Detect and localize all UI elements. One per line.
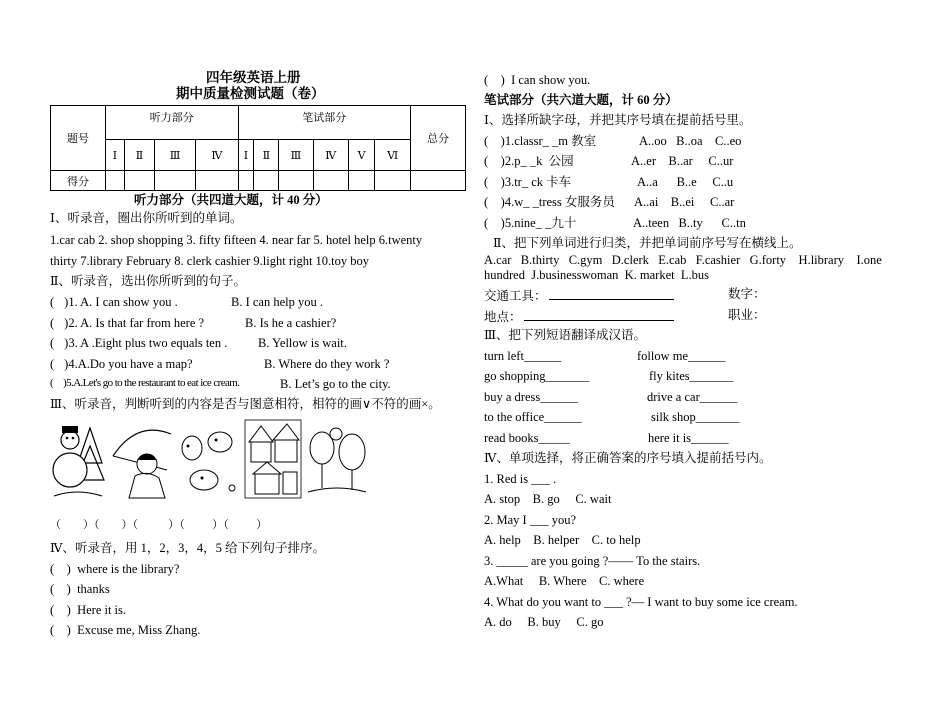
w4-question: 1. Red is ___ . bbox=[484, 472, 557, 486]
w3-phrase: silk shop_______ bbox=[651, 410, 740, 424]
score-cell bbox=[154, 171, 195, 191]
w2-title: Ⅱ、把下列单词进行归类，并把单词前序号写在横线上。 bbox=[493, 236, 802, 250]
w4-question: 3. _____ are you going ?—— To the stairs. bbox=[484, 554, 701, 568]
total-label: 总分 bbox=[411, 106, 466, 171]
s2-item: ( )1. A. I can show you . bbox=[50, 295, 178, 309]
w4-options: A. stop B. go C. wait bbox=[484, 492, 612, 506]
s2-option-b: B. I can help you . bbox=[231, 295, 323, 309]
written-col: Ⅲ bbox=[279, 140, 313, 171]
s2-option-b: B. Yellow is wait. bbox=[258, 336, 347, 350]
animals-picture bbox=[176, 418, 240, 500]
w1-item: ( )1.classr_ _m 教室 bbox=[484, 134, 597, 148]
w1-item: ( )3.tr_ ck 卡车 bbox=[484, 175, 572, 189]
written-heading: 笔试部分（共六道大题，计 60 分） bbox=[484, 93, 678, 107]
listening-col: Ⅱ bbox=[124, 140, 154, 171]
score-cell bbox=[411, 171, 466, 191]
w1-options: A..er B..ar C..ur bbox=[631, 154, 734, 168]
s4-item: ( ) thanks bbox=[50, 582, 110, 596]
girl-umbrella-picture bbox=[107, 418, 174, 500]
written-col: Ⅴ bbox=[348, 140, 374, 171]
w1-options: A..a B..e C..u bbox=[637, 175, 734, 189]
written-col: Ⅵ bbox=[375, 140, 411, 171]
w2-cat-places: 地点： bbox=[484, 309, 674, 324]
s4-item: ( ) Excuse me, Miss Zhang. bbox=[50, 623, 201, 637]
listening-col: Ⅰ bbox=[106, 140, 125, 171]
score-cell bbox=[279, 171, 313, 191]
trees-picture bbox=[306, 418, 368, 500]
s2-option-b: B. Where do they work ? bbox=[264, 357, 390, 371]
written-col: Ⅰ bbox=[238, 140, 254, 171]
w1-item: ( )5.nine_ _九十 bbox=[484, 216, 577, 230]
score-cell bbox=[196, 171, 239, 191]
w4-options: A. help B. helper C. to help bbox=[484, 533, 641, 547]
w4-options: A. do B. buy C. go bbox=[484, 615, 604, 629]
w3-phrase: turn left______ bbox=[484, 349, 562, 363]
s3-answer-brackets: （ ）（ ）（ ）（ ）（ ） bbox=[50, 519, 268, 531]
w3-phrase: to the office______ bbox=[484, 410, 582, 424]
listening-header: 听力部分 bbox=[106, 106, 239, 140]
s1-line1: 1.car cab 2. shop shopping 3. fifty fifteen 4. near far 5. hotel help 6.twenty bbox=[50, 233, 423, 247]
w2-line1: A.car B.thirty C.gym D.clerk E.cab F.cashier G.forty H.library I.one bbox=[484, 253, 882, 267]
s4-item: ( ) where is the library? bbox=[50, 562, 180, 576]
score-cell bbox=[124, 171, 154, 191]
w4-title: Ⅳ、单项选择，将正确答案的序号填入提前括号内。 bbox=[484, 451, 772, 465]
listening-col: Ⅳ bbox=[196, 140, 239, 171]
w1-item: ( )4.w_ _tress 女服务员 bbox=[484, 195, 615, 209]
score-cell bbox=[313, 171, 348, 191]
houses-picture bbox=[243, 418, 303, 500]
w4-question: 4. What do you want to ___ ?— I want to buy some ice cream. bbox=[484, 595, 798, 609]
w4-question: 2. May I ___ you? bbox=[484, 513, 576, 527]
w1-options: A..oo B..oa C..eo bbox=[639, 134, 742, 148]
s4-title: Ⅳ、听录音，用 1，2，3，4，5 给下列句子排序。 bbox=[50, 541, 325, 555]
w2-line2: hundred J.businesswoman K. market L.bus bbox=[484, 268, 709, 282]
s2-item: ( )3. A .Eight plus two equals ten . bbox=[50, 336, 228, 350]
s2-item: ( )2. A. Is that far from here ? bbox=[50, 316, 205, 330]
written-col: Ⅱ bbox=[254, 140, 279, 171]
w1-options: A..teen B..ty C..tn bbox=[633, 216, 746, 230]
w3-title: Ⅲ、把下列短语翻译成汉语。 bbox=[484, 328, 647, 342]
w3-phrase: fly kites_______ bbox=[649, 369, 734, 383]
w1-item: ( )2.p_ _k 公园 bbox=[484, 154, 574, 168]
s4-item: ( ) Here it is. bbox=[50, 603, 127, 617]
s1-line2: thirty 7.library February 8. clerk cashier 9.light right 10.toy boy bbox=[50, 254, 370, 268]
written-header: 笔试部分 bbox=[238, 106, 410, 140]
w1-title: Ⅰ、选择所缺字母，并把其序号填在提前括号里。 bbox=[484, 113, 752, 127]
w4-options: A.What B. Where C. where bbox=[484, 574, 645, 588]
written-col: Ⅳ bbox=[313, 140, 348, 171]
s2-item: ( )4.A.Do you have a map? bbox=[50, 357, 193, 371]
score-cell bbox=[348, 171, 374, 191]
s1-title: Ⅰ、听录音，圈出你所听到的单词。 bbox=[50, 211, 243, 225]
w3-phrase: read books_____ bbox=[484, 431, 570, 445]
s3-title: Ⅲ、听录音，判断听到的内容是否与图意相符，相符的画∨不符的画×。 bbox=[50, 397, 441, 411]
w1-options: A..ai B..ei C..ar bbox=[634, 195, 735, 209]
exam-title-line1: 四年级英语上册 bbox=[206, 70, 301, 86]
score-label: 得分 bbox=[51, 171, 106, 191]
w3-phrase: here it is______ bbox=[648, 431, 729, 445]
w2-cat-transport: 交通工具： bbox=[484, 288, 674, 303]
score-cell bbox=[106, 171, 125, 191]
s2-option-b: B. Is he a cashier? bbox=[245, 316, 337, 330]
listening-heading: 听力部分（共四道大题，计 40 分） bbox=[134, 193, 328, 207]
w2-cat-jobs: 职业： bbox=[728, 308, 766, 322]
score-cell bbox=[375, 171, 411, 191]
w3-phrase: buy a dress______ bbox=[484, 390, 578, 404]
right-top-line: ( ) I can show you. bbox=[484, 73, 591, 87]
w3-phrase: drive a car______ bbox=[647, 390, 738, 404]
s2-item: ( )5.A.Let's go to the restaurant to eat ice cream. bbox=[50, 377, 240, 389]
row-label: 题号 bbox=[51, 106, 106, 171]
s2-option-b: B. Let’s go to the city. bbox=[280, 377, 391, 391]
score-table bbox=[50, 105, 466, 191]
w3-phrase: go shopping_______ bbox=[484, 369, 590, 383]
snowman-picture bbox=[50, 418, 105, 500]
w2-cat-numbers: 数字： bbox=[728, 287, 766, 301]
exam-title-line2: 期中质量检测试题（卷） bbox=[176, 86, 325, 102]
score-cell bbox=[254, 171, 279, 191]
listening-col: Ⅲ bbox=[154, 140, 195, 171]
s2-title: Ⅱ、听录音，选出你所听到的句子。 bbox=[50, 274, 246, 288]
score-cell bbox=[238, 171, 254, 191]
w3-phrase: follow me______ bbox=[637, 349, 726, 363]
